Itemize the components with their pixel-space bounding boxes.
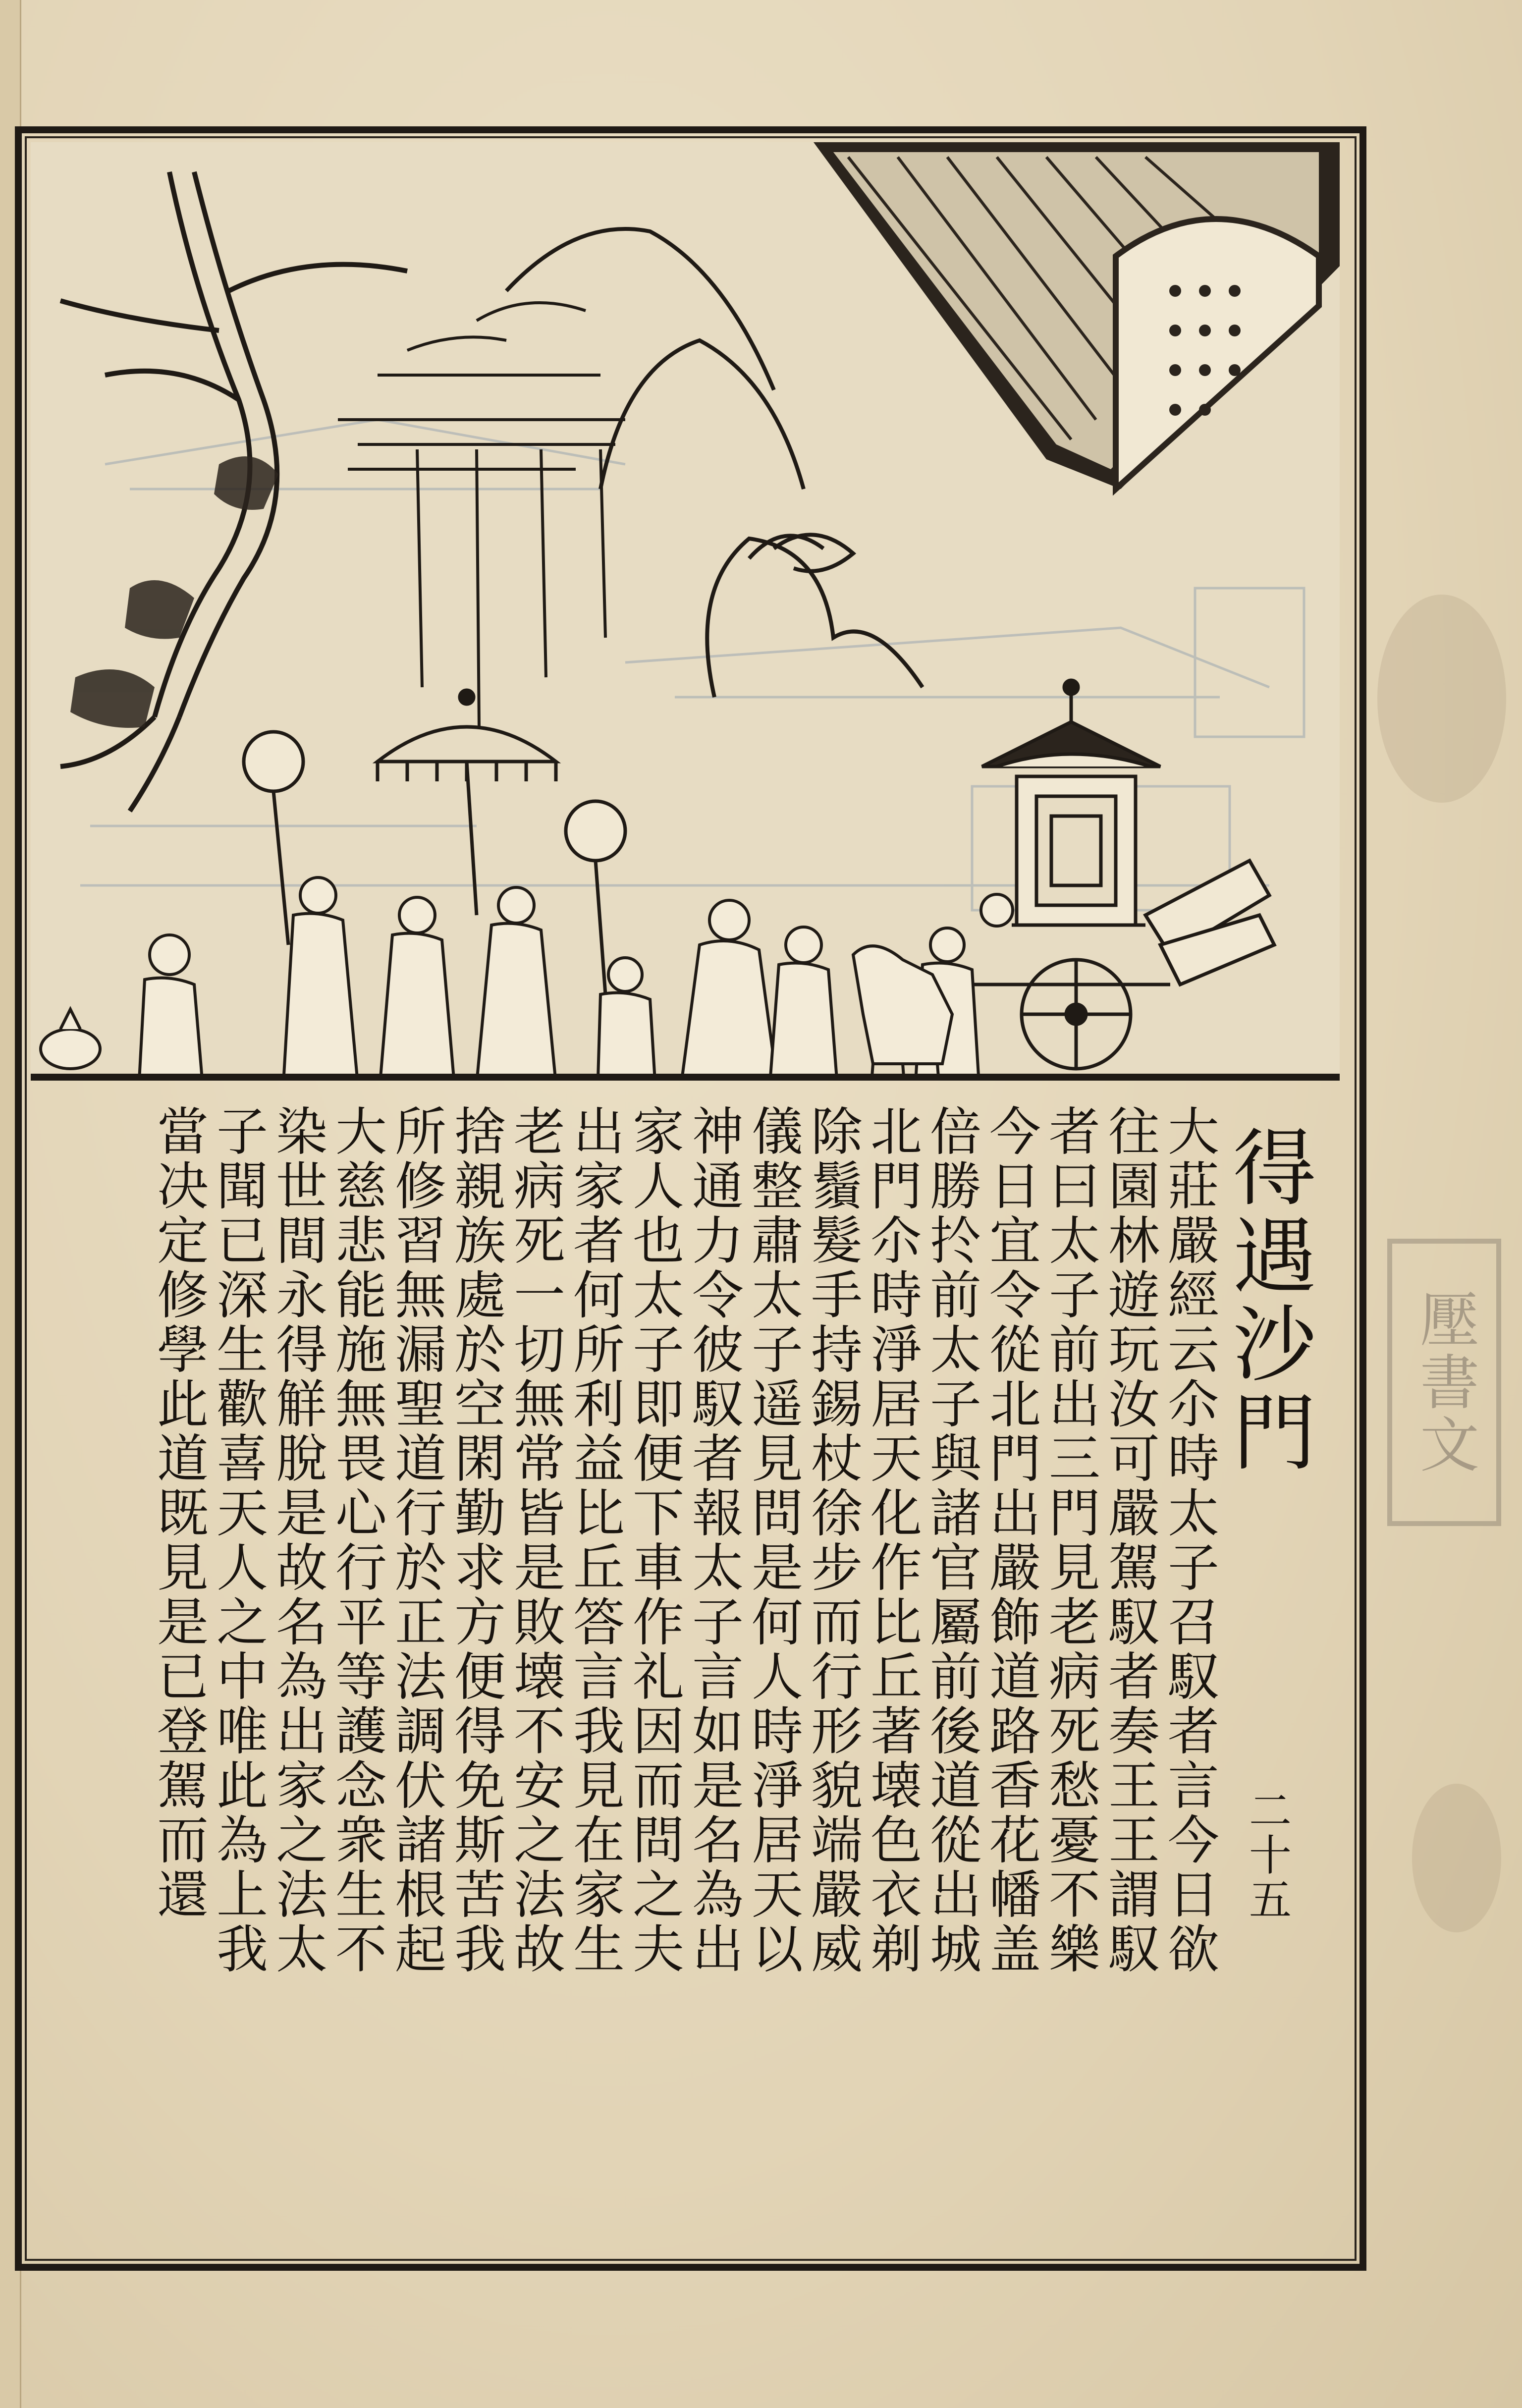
title-text: 得遇沙門: [1219, 1124, 1316, 1477]
text-column: [744, 1104, 802, 2224]
text-column: [506, 1104, 564, 2224]
column-text: 所修習無漏聖道行於正法調伏諸根起: [386, 1104, 446, 1976]
printed-frame: [15, 126, 1366, 2271]
seal-text: 壓書文: [1410, 1289, 1479, 1476]
column-text: 神通力令彼馭者報太子言如是名為出: [683, 1104, 744, 1976]
column-text: 老病死一切無常皆是敗壊不安之法故: [505, 1104, 565, 1976]
illustration-svg: [31, 142, 1340, 1074]
column-text: 儀整肅太子遥見問是何人時淨居天以: [743, 1104, 803, 1976]
column-text: 大莊嚴經云尒時太子召馭者言今日欲: [1159, 1104, 1219, 1976]
column-text: 除鬚髮手持錫杖徐步而行形貌端嚴威: [802, 1104, 863, 1976]
column-text: 當决定修學此道既見是已登駕而還: [148, 1104, 209, 1922]
text-column: [566, 1104, 623, 2224]
text-column: [328, 1104, 385, 2224]
page-number: [1237, 1788, 1301, 1996]
text-column: [804, 1104, 861, 2224]
text-column: [625, 1104, 683, 2224]
text-column: [1101, 1104, 1158, 2224]
column-text: 往園林遊玩汝可嚴駕馭者奏王王謂馭: [1099, 1104, 1160, 1976]
column-text: 倍勝扵前太子與諸官屬前後道從出城: [921, 1104, 981, 1976]
column-text: 捨親族處於空閑勤求方便得免斯苦我: [445, 1104, 506, 1976]
text-column: [269, 1104, 326, 2224]
text-column: [923, 1104, 980, 2224]
seal-stamp: [1387, 1239, 1501, 1526]
text-column: [1041, 1104, 1099, 2224]
text-column: [150, 1104, 207, 2224]
text-column: [447, 1104, 504, 2224]
column-text: 出家者何所利益比丘答言我見在家生: [564, 1104, 625, 1976]
text-column: [1160, 1104, 1218, 2224]
chapter-title: [1221, 1124, 1315, 1669]
paper-stain: [1412, 1784, 1501, 1932]
text-column: [863, 1104, 921, 2224]
woodblock-illustration: [31, 142, 1340, 1081]
text-column: [685, 1104, 742, 2224]
column-text: 者曰太子前出三門見老病死愁憂不樂: [1040, 1104, 1100, 1976]
column-text: 今日宜令從北門出嚴飾道路香花幡盖: [980, 1104, 1041, 1976]
column-text: 大慈悲能施無畏心行平等護念衆生不: [326, 1104, 387, 1976]
column-text: 家人也太子即便下車作礼因而問之夫: [624, 1104, 684, 1976]
text-column: [982, 1104, 1039, 2224]
page-number-text: 二十五: [1242, 1788, 1291, 1922]
text-column: [209, 1104, 267, 2224]
column-text: 子聞已深生歡喜天人之中唯此為上我: [208, 1104, 268, 1976]
text-block: [31, 1085, 1340, 2239]
column-text: 北門尒時淨居天化作比丘著壊色衣剃: [862, 1104, 922, 1976]
text-column: [387, 1104, 445, 2224]
column-text: 染世間永得觧脫是故名為出家之法太: [267, 1104, 327, 1976]
paper-stain: [1377, 595, 1506, 803]
